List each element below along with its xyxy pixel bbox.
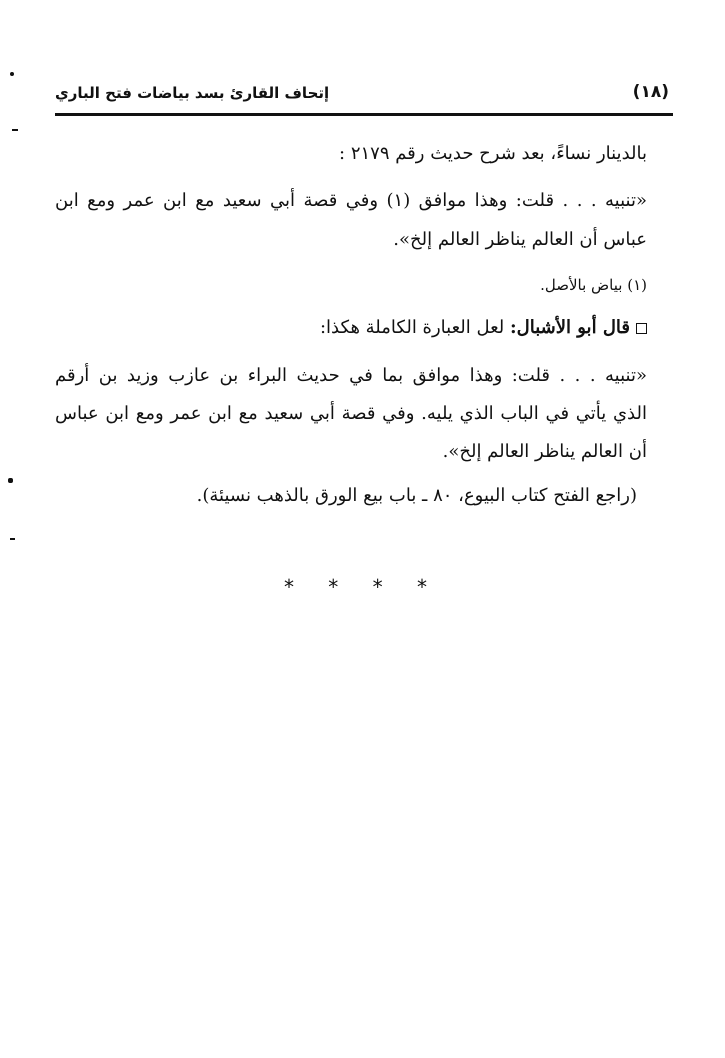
page-header bbox=[55, 80, 673, 110]
speaker-line bbox=[320, 316, 647, 340]
paragraph-1-line-1: «تنبيه . . . قلت: وهذا موافق (١) وفي قصة أبي سعيد مع ابن عمر ومع ابن bbox=[55, 190, 647, 211]
scan-speck bbox=[8, 478, 13, 483]
speaker-name: قال أبو الأشبال: bbox=[510, 317, 630, 338]
paragraph-1-line-2: عباس أن العالم يناظر العالم إلخ». bbox=[393, 229, 647, 250]
paragraph-2-line-3: أن العالم يناظر العالم إلخ». bbox=[442, 441, 647, 462]
running-title: إتحاف القارئ بسد بياضات فتح الباري bbox=[55, 84, 330, 102]
footnote: (١) بياض بالأصل. bbox=[540, 276, 647, 294]
reference-line: (راجع الفتح كتاب البيوع، ٨٠ ـ باب بيع الورق بالذهب نسيئة). bbox=[196, 485, 637, 506]
scan-speck bbox=[10, 538, 15, 540]
square-bullet-icon bbox=[636, 323, 647, 334]
scan-speck bbox=[10, 72, 14, 76]
intro-line: بالدينار نساءً، بعد شرح حديث رقم ٢١٧٩ : bbox=[339, 143, 647, 164]
header-rule bbox=[55, 113, 673, 116]
paragraph-2-line-1: «تنبيه . . . قلت: وهذا موافق بما في حديث البراء بن عازب وزيد بن أرقم bbox=[55, 365, 647, 386]
paragraph-2-line-2: الذي يأتي في الباب الذي يليه. وفي قصة أبي سعيد مع ابن عمر ومع ابن عباس bbox=[55, 403, 647, 424]
speaker-statement: لعل العبارة الكاملة هكذا: bbox=[319, 317, 505, 338]
section-separator: * * * * bbox=[283, 575, 442, 599]
page-number: (١٨) bbox=[632, 82, 669, 102]
scan-speck bbox=[12, 129, 18, 131]
